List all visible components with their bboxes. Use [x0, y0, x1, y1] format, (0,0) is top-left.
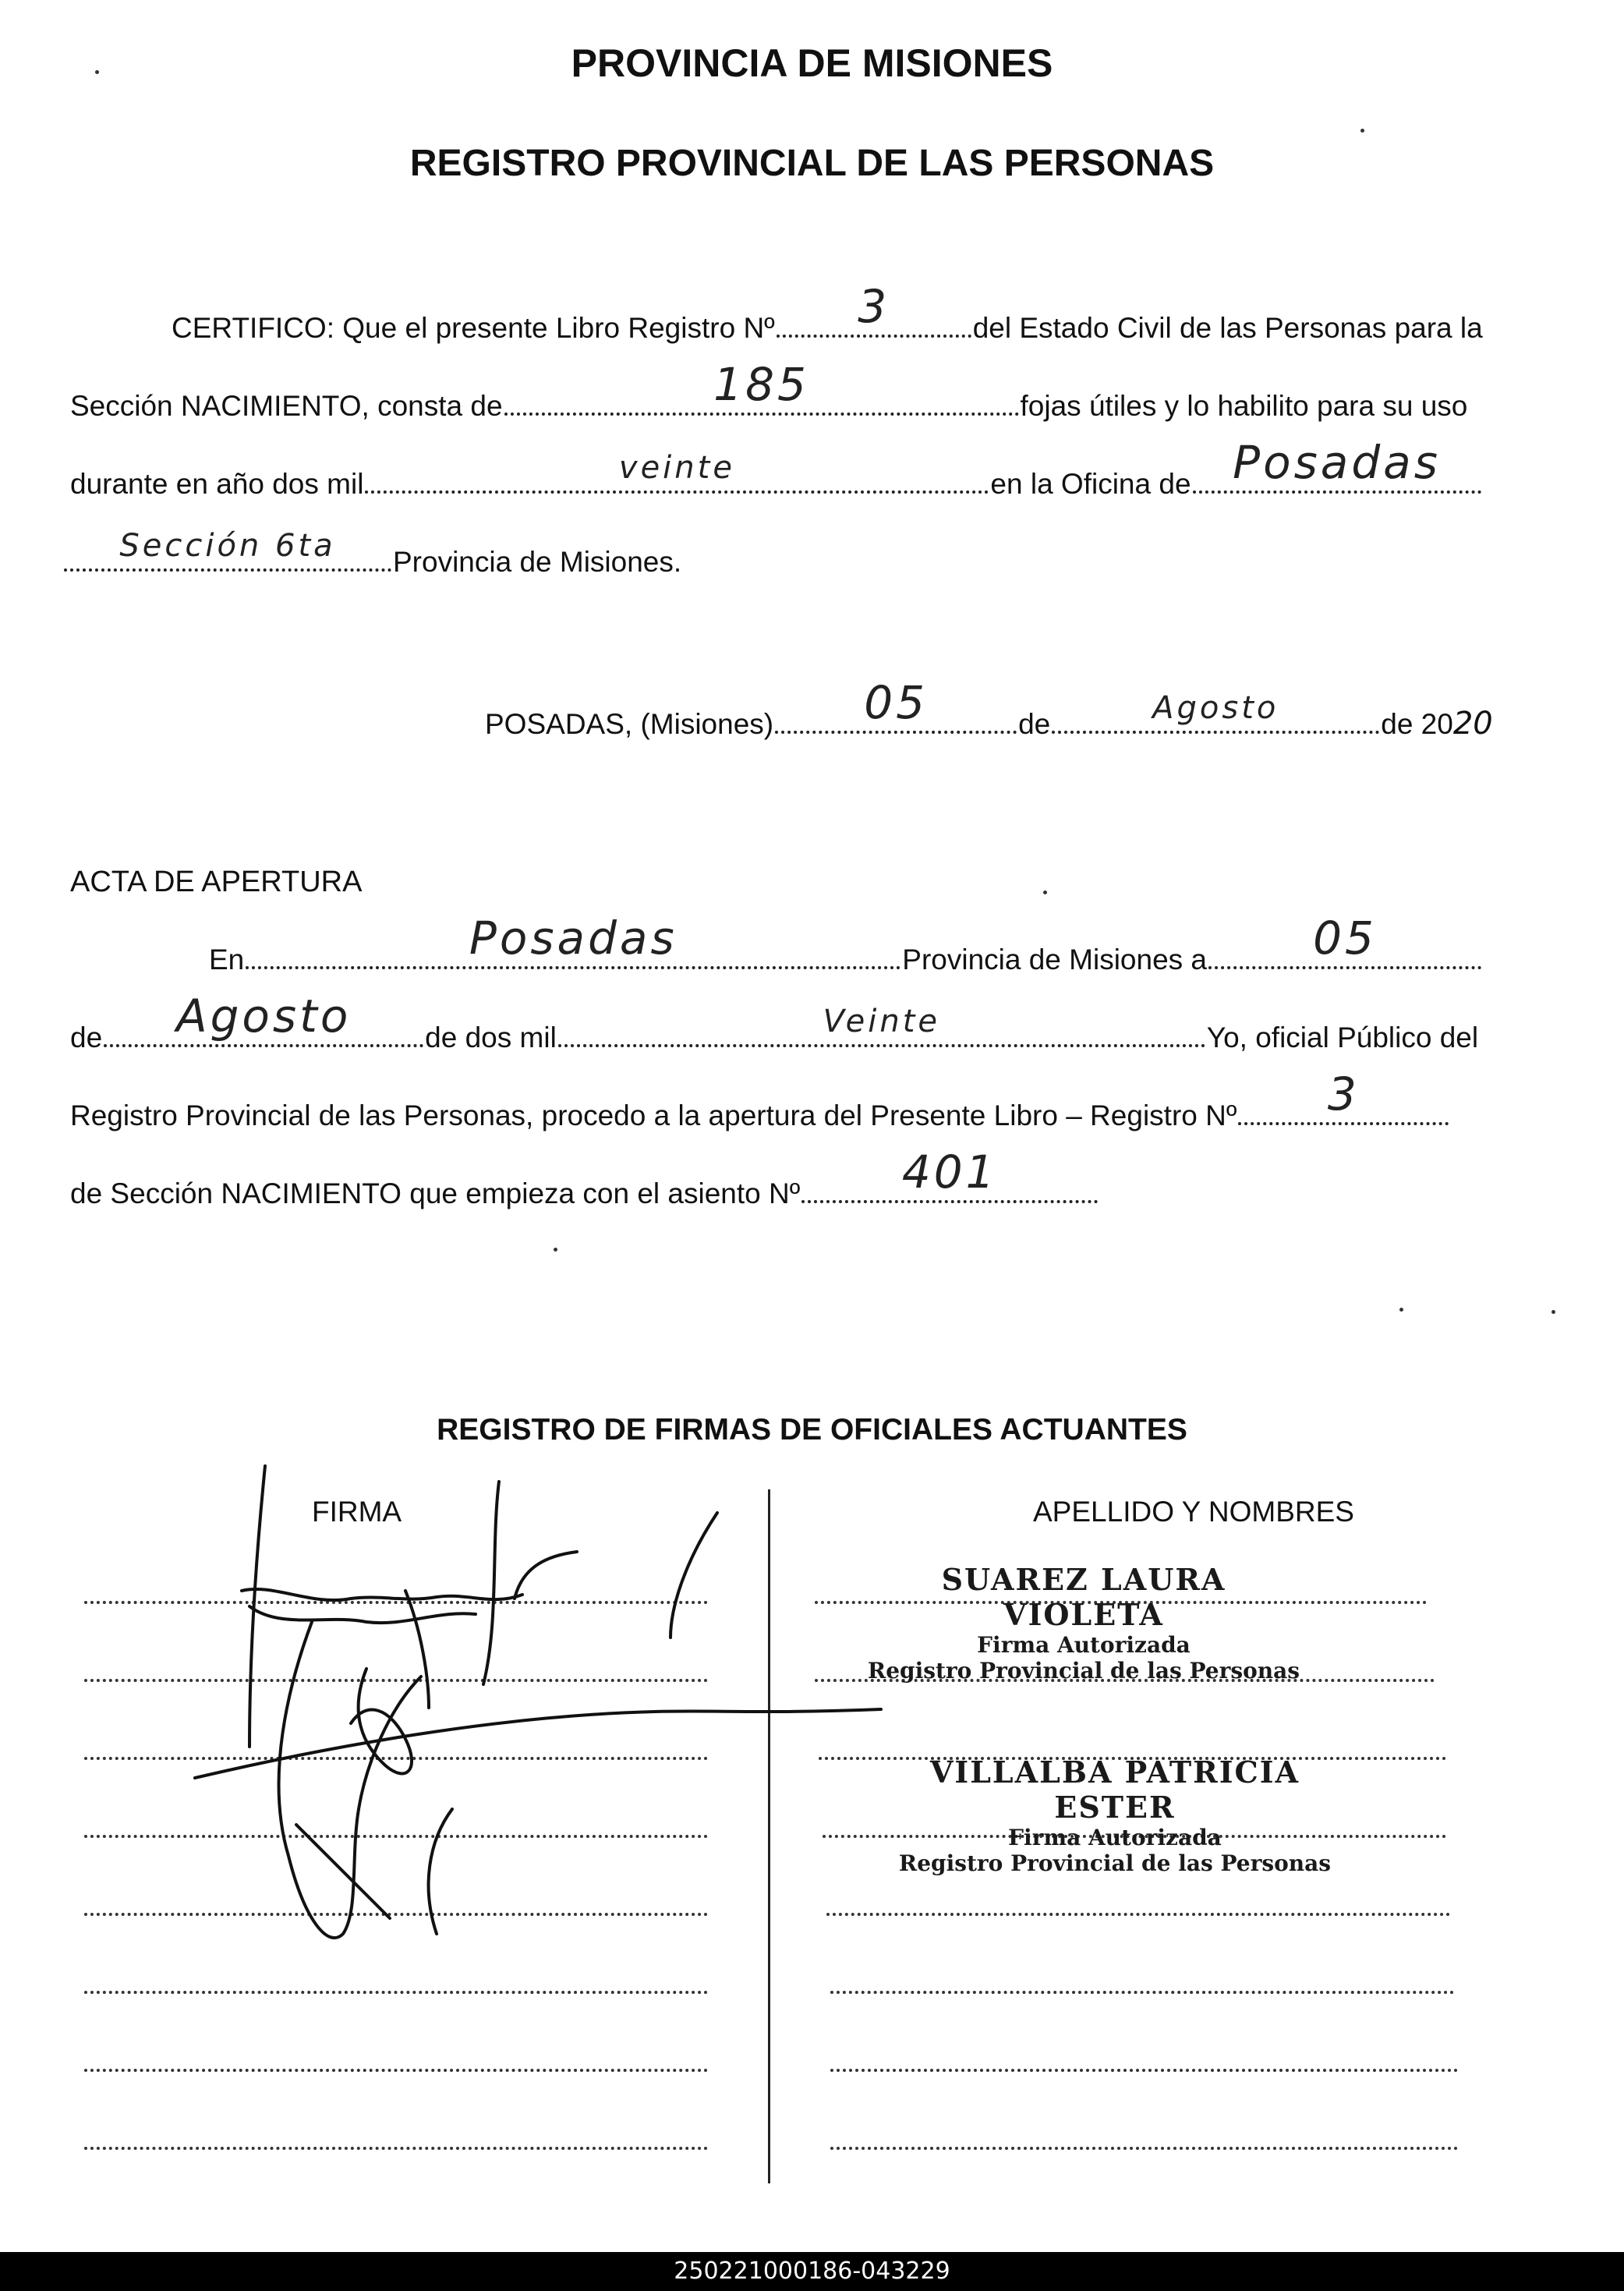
- handwritten-dia-acta: 05: [1313, 912, 1377, 965]
- handwritten-mes-acta: Agosto: [175, 990, 352, 1043]
- handwritten-anio: veinte: [618, 450, 735, 486]
- handwritten-libro-acta: 3: [1327, 1068, 1360, 1121]
- handwritten-mes: Agosto: [1152, 690, 1279, 726]
- document-code-bar: 250221000186-043229: [0, 2252, 1624, 2291]
- acta-line-3: Registro Provincial de las Personas, procedo a la apertura del Presente Libro – Registro Nº 3: [70, 1099, 1450, 1132]
- handwritten-seccion: Sección 6ta: [119, 528, 336, 564]
- col-firma-header: FIRMA: [312, 1496, 402, 1528]
- handwritten-dia: 05: [864, 676, 928, 729]
- scan-speck: [1360, 129, 1364, 133]
- handwritten-oficina: Posadas: [1233, 436, 1441, 489]
- name-line: [830, 1991, 1454, 1994]
- handwritten-anio-suffix: 20: [1452, 706, 1493, 742]
- acta-line-1: En Posadas Provincia de Misiones a 05: [209, 944, 1483, 976]
- signature-line: [84, 2147, 708, 2150]
- acta-line-2: de Agosto de dos mil Veinte Yo, oficial Público del: [70, 990, 1479, 1053]
- handwritten-asiento: 401: [901, 1146, 998, 1199]
- cert-line-3: durante en año dos mil veinte en la Oficina de Posadas: [70, 468, 1483, 501]
- col-nombres-header: APELLIDO Y NOMBRES: [1033, 1496, 1354, 1528]
- handwritten-libro-number: 3: [858, 280, 890, 333]
- signature-line: [84, 2069, 708, 2072]
- stamp-villalba: VILLALBA PATRICIA ESTER Firma Autorizada Registro Provincial de las Personas: [898, 1755, 1332, 1876]
- handwritten-lugar: Posadas: [469, 912, 678, 965]
- document-subtitle: REGISTRO PROVINCIAL DE LAS PERSONAS: [409, 143, 1215, 184]
- document-title: PROVINCIA DE MISIONES: [571, 41, 1053, 85]
- cert-line-2: Sección NACIMIENTO, consta de 185 fojas útiles y lo habilito para su uso: [70, 358, 1468, 422]
- scan-speck: [1043, 891, 1047, 894]
- acta-line-4: de Sección NACIMIENTO que empieza con el asiento Nº 401: [70, 1177, 1099, 1210]
- scan-speck: [1399, 1308, 1403, 1312]
- cert-line-4: Sección 6ta Provincia de Misiones.: [62, 546, 681, 579]
- handwritten-fojas: 185: [713, 358, 809, 411]
- cert-line-1: CERTIFICO: Que el presente Libro Registro Nº 3 del Estado Civil de las Personas para la: [172, 280, 1483, 344]
- handwritten-signature: [172, 1450, 912, 2043]
- scan-speck: [95, 70, 99, 74]
- handwritten-anio-acta: Veinte: [823, 1004, 940, 1039]
- stamp-suarez: SUAREZ LAURA VIOLETA Firma Autorizada Registro Provincial de las Personas: [867, 1562, 1300, 1684]
- name-line: [830, 2069, 1458, 2072]
- name-line: [826, 1913, 1450, 1916]
- scan-speck: [1551, 1310, 1555, 1314]
- acta-heading: ACTA DE APERTURA: [70, 866, 363, 898]
- scan-speck: [554, 1248, 557, 1252]
- name-line: [830, 2147, 1458, 2150]
- fecha-line: POSADAS, (Misiones) 05 de Agosto de 2020: [485, 676, 1493, 742]
- firmas-heading: REGISTRO DE FIRMAS DE OFICIALES ACTUANTES: [437, 1413, 1187, 1446]
